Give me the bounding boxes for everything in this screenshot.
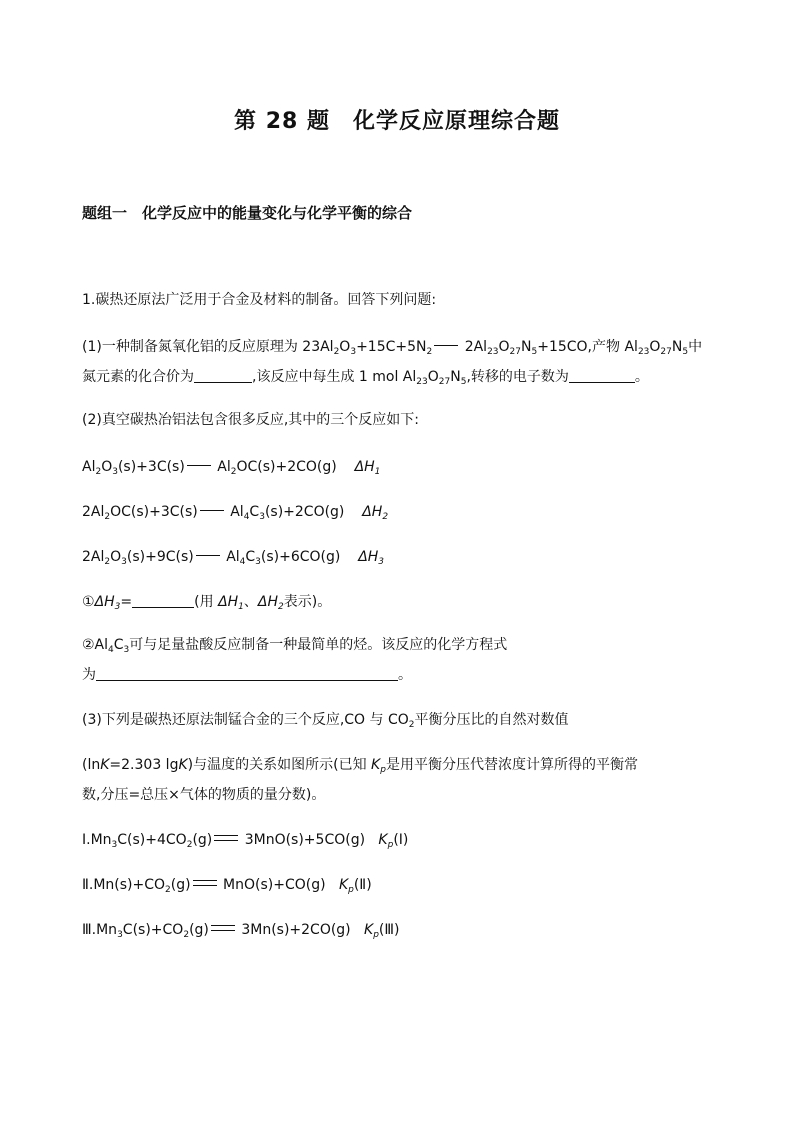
reaction-arrow-icon (194, 550, 222, 560)
answer-blank[interactable] (96, 666, 398, 681)
part3-line2: (lnK=2.303 lgK)与温度的关系如图所示(已知 $K_p$是用平衡分压代替浓度计算所得的平衡常 (82, 757, 638, 775)
part1-line1: (1)一种制备氮氧化铝的反应原理为 $23Al_2O_3+15C+5N_2$ $2Al_{23}O_{27}N_5+15CO$,产物 $Al_{23}O_{27}N_5$中 (82, 339, 703, 357)
mn-reaction-3: $Ⅲ.Mn_3C(s)+CO_2(g)$ 3Mn(s)+2CO(g) $K_p(Ⅲ)$ (82, 922, 400, 940)
part1-line2: 氮元素的化合价为 ,该反应中每生成 1 mol $Al_{23}O_{27}N_5$,转移的电子数为 。 (82, 369, 649, 387)
part2-sub1: $①\Delta H_3=$ (用 $\Delta H_1$、$\Delta H_2$表示)。 (82, 594, 332, 612)
reaction-1: $Al_2O_3(s)+3C(s)$ $Al_2OC(s)+2CO(g)$ $\Delta H_1$ (82, 459, 381, 477)
mn-reaction-2: $Ⅱ.Mn(s)+CO_2(g)$ MnO(s)+CO(g) $K_p(Ⅱ)$ (82, 877, 372, 895)
reaction-3: $2Al_2O_3(s)+9C(s)$ $Al_4C_3(s)+6CO(g)$ $\Delta H_3$ (82, 549, 385, 567)
part3-line3: 数,分压=总压×气体的物质的量分数)。 (82, 787, 326, 803)
reaction-arrow-icon (185, 460, 213, 470)
reaction-2: $2Al_2OC(s)+3C(s)$ $Al_4C_3(s)+2CO(g)$ $\Delta H_2$ (82, 504, 389, 522)
equilibrium-arrow-icon (209, 923, 237, 933)
reaction-arrow-icon (432, 340, 460, 350)
part3-line1: (3)下列是碳热还原法制锰合金的三个反应,CO 与 $CO_2$平衡分压比的自然对数值 (82, 712, 569, 730)
reaction-arrow-icon (198, 505, 226, 515)
equilibrium-arrow-icon (212, 833, 240, 843)
part2-sub2: $②Al_4C_3$可与足量盐酸反应制备一种最简单的烃。该反应的化学方程式 (82, 637, 508, 655)
part2-sub2-answer: 为 。 (82, 667, 412, 683)
answer-blank[interactable] (194, 368, 252, 383)
question-intro: 1.碳热还原法广泛用于合金及材料的制备。回答下列问题: (82, 292, 437, 308)
page-title: 第 28 题 化学反应原理综合题 (234, 109, 560, 134)
equilibrium-arrow-icon (191, 878, 219, 888)
answer-blank[interactable] (569, 368, 635, 383)
mn-reaction-1: $Ⅰ.Mn_3C(s)+4CO_2(g)$ 3MnO(s)+5CO(g) $K_p(Ⅰ)$ (82, 832, 409, 850)
part2-intro: (2)真空碳热冶铝法包含很多反应,其中的三个反应如下: (82, 412, 419, 428)
group-heading: 题组一 化学反应中的能量变化与化学平衡的综合 (82, 204, 413, 222)
answer-blank[interactable] (132, 593, 194, 608)
